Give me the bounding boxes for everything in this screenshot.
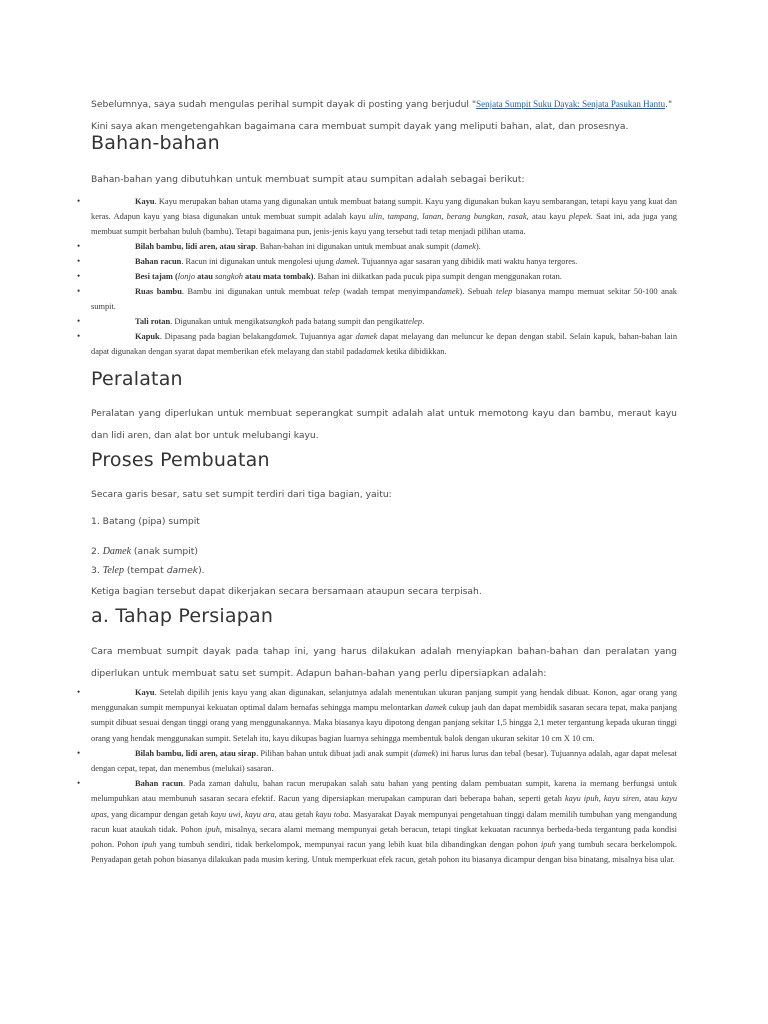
proses-part-3: 3. Telep (tempat damek).	[91, 565, 205, 576]
persiapan-lead: Cara membuat sumpit dayak pada tahap ini, yang harus dilakukan adalah menyiapkan bahan-bahan dan peralatan yang diperlukan untuk membuat satu set sumpit. Adapun bahan-bahan yang perlu dipersiapkan adalah:	[91, 646, 677, 679]
list-item: • Tali rotan. Digunakan untuk mengikatsangkoh pada batang sumpit dan pengikattelep.	[91, 314, 677, 329]
proses-note: Ketiga bagian tersebut dapat dikerjakan secara bersamaan ataupun secara terpisah.	[91, 586, 482, 597]
bahan-list	[91, 194, 677, 359]
intro-text: Sebelumnya, saya sudah mengulas perihal sumpit dayak di posting yang berjudul "	[91, 99, 477, 110]
list-item: • Kapuk. Dipasang pada bagian belakangdamek. Tujuannya agar damek dapat melayang dan meluncur ke depan dengan stabil. Selain kapuk, bahan-bahan lain dapat digunakan dengan syarat dapat memberikan efek melayang dan stabil padadamek ketika dibidikkan.	[91, 329, 677, 359]
peralatan-text: Peralatan yang diperlukan untuk membuat seperangkat sumpit adalah alat untuk memotong kayu dan bambu, meraut kayu dan lidi aren, dan alat bor untuk melubangi kayu.	[91, 408, 677, 441]
list-item: • Bahan racun. Pada zaman dahulu, bahan racun merupakan salah satu bahan yang penting dalam pembuatan sumpit, karena ia memang berfungsi untuk melumpuhkan atau membunuh sasaran secara efektif. Racun yang dipersiapkan merupakan campuran dari beberapa bahan, seperti getah kayu ipuh, kayu siren, atau kayu upas, yang dicampur dengan getah kayu uwi, kayu ara, atau getah kayu toba. Masyarakat Dayak mempunyai pengetahuan tinggi dalam memilih tumbuhan yang mengandung racun kuat ataukah tidak. Pohon ipuh, misalnya, secara alami memang mempunyai getah beracun, tetapi tingkat kekuatan racunnya berbeda-beda tergantung pada kondisi pohon. Pohon ipuh yang tumbuh sendiri, tidak berkelompok, mempunyai racun yang lebih kuat bila dibandingkan dengan pohon ipuh yang tumbuh secara berkelompok. Penyadapan getah pohon biasanya dilakukan pada musim kering. Untuk memperkuat efek racun, getah pohon itu biasanya dicampur dengan bisa binatang, misalnya bisa ular.	[91, 776, 677, 867]
proses-part-1: 1. Batang (pipa) sumpit	[91, 516, 200, 527]
list-item: • Kayu. Kayu merupakan bahan utama yang digunakan untuk membuat batang sumpit. Kayu yang digunakan bukan kayu sembarangan, tetapi kayu yang kuat dan keras. Adapun kayu yang biasa digunakan untuk membuat sumpit adalah kayu ulin, tampang, lanan, berang bungkan, rasak, atau kayu plepek. Saat ini, ada juga yang membuat sumpit berbahan buluh (bambu). Tetapi bagaimana pun, jenis-jenis kayu yang tersebut tadi tetap menjadi pilihan utama.	[91, 194, 677, 239]
proses-lead: Secara garis besar, satu set sumpit terdiri dari tiga bagian, yaitu:	[91, 489, 392, 500]
intro-text-cont: ." Kini saya akan mengetengahkan bagaimana cara membuat sumpit dayak yang meliputi bahan, alat, dan prosesnya.	[91, 99, 673, 132]
persiapan-list	[91, 685, 677, 867]
heading-proses: Proses Pembuatan	[91, 449, 270, 471]
list-item: • Ruas bambu. Bambu ini digunakan untuk membuat telep (wadah tempat menyimpandamek). Sebuah telep biasanya mampu memuat sekitar 50-100 anak sumpit.	[91, 284, 677, 314]
list-item: • Bilah bambu, lidi aren, atau sirap. Pilihan bahan untuk dibuat jadi anak sumpit (damek) ini harus lurus dan tebal (besar). Tujuannya adalah, agar dapat melesat dengan cepat, tepat, dan menembus (melukai) sasaran.	[91, 746, 677, 776]
related-post-link[interactable]: Senjata Sumpit Suku Dayak: Senjata Pasukan Hantu	[476, 99, 666, 109]
bahan-lead: Bahan-bahan yang dibutuhkan untuk membuat sumpit atau sumpitan adalah sebagai berikut:	[91, 174, 525, 185]
proses-part-2: 2. Damek (anak sumpit)	[91, 546, 198, 557]
list-item: • Kayu. Setelah dipilih jenis kayu yang akan digunakan, selanjutnya adalah menentukan ukuran panjang sumpit yang hendak dibuat. Konon, agar orang yang menggunakan sumpit mempunyai kekuatan optimal dalam bernafas sehingga mampu melontarkan damek cukup jauh dan dapat membidik sasaran secara tepat, maka panjang sumpit dibuat sesuai dengan tinggi orang yang menggunakannya. Maka biasanya kayu dipotong dengan panjang sekitar 1,5 hingga 2,1 meter tergantung kepada ukuran tinggi orang yang hendak menggunakan sumpit. Setelah itu, kayu dikupas bagian luarnya sehingga membentuk balok dengan ukuran sekitar 10 cm X 10 cm.	[91, 685, 677, 746]
heading-bahan: Bahan-bahan	[91, 132, 220, 154]
list-item: • Bilah bambu, lidi aren, atau sirap. Bahan-bahan ini digunakan untuk membuat anak sumpit (damek).	[91, 239, 677, 254]
list-item: • Besi tajam (lonjo atau sangkoh atau mata tombak). Bahan ini diikatkan pada pucuk pipa sumpit dengan menggunakan rotan.	[91, 269, 677, 284]
heading-persiapan: a. Tahap Persiapan	[91, 605, 274, 627]
heading-peralatan: Peralatan	[91, 368, 183, 390]
list-item: • Bahan racun. Racun ini digunakan untuk mengolesi ujung damek. Tujuannya agar sasaran yang dibidik mati waktu hanya tergores.	[91, 254, 677, 269]
